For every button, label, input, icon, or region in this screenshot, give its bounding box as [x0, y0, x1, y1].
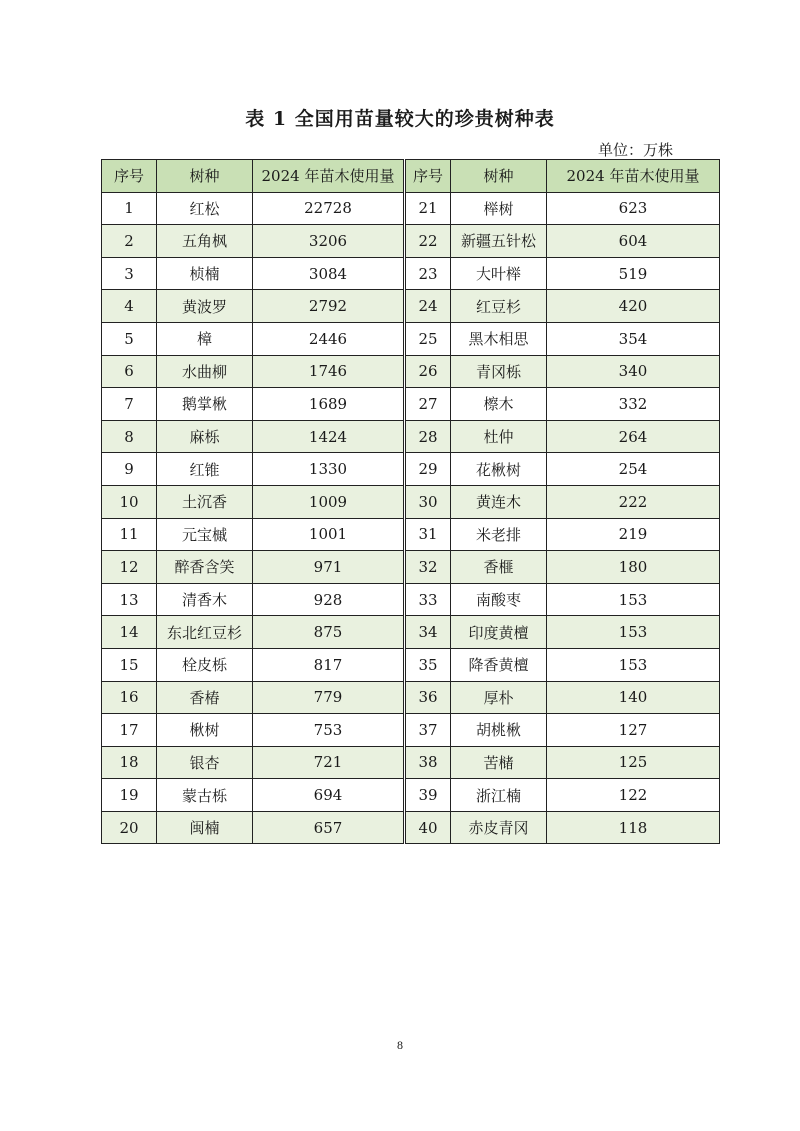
- table-header-row: [102, 160, 720, 193]
- cell-no: 24: [405, 290, 451, 323]
- cell-amount: 753: [253, 714, 405, 747]
- cell-amount: 623: [547, 192, 720, 225]
- cell-no: 14: [102, 616, 157, 649]
- cell-amount: 180: [547, 551, 720, 584]
- cell-no: 37: [405, 714, 451, 747]
- table-row: [102, 616, 720, 649]
- cell-no: 3: [102, 257, 157, 290]
- cell-species: 杜仲: [451, 420, 547, 453]
- cell-no: 10: [102, 485, 157, 518]
- cell-species: 麻栎: [157, 420, 253, 453]
- cell-species: 香榧: [451, 551, 547, 584]
- cell-no: 12: [102, 551, 157, 584]
- cell-amount: 354: [547, 322, 720, 355]
- cell-no: 17: [102, 714, 157, 747]
- cell-amount: 971: [253, 551, 405, 584]
- cell-amount: 153: [547, 616, 720, 649]
- table-row: [102, 518, 720, 551]
- cell-species: 黑木相思: [451, 322, 547, 355]
- cell-species: 花楸树: [451, 453, 547, 486]
- header-species-right: 树种: [451, 160, 547, 193]
- cell-species: 东北红豆杉: [157, 616, 253, 649]
- cell-species: 楸树: [157, 714, 253, 747]
- cell-amount: 153: [547, 583, 720, 616]
- cell-no: 34: [405, 616, 451, 649]
- cell-species: 赤皮青冈: [451, 811, 547, 844]
- cell-amount: 1009: [253, 485, 405, 518]
- table-row: [102, 420, 720, 453]
- cell-species: 大叶榉: [451, 257, 547, 290]
- cell-no: 36: [405, 681, 451, 714]
- cell-species: 清香木: [157, 583, 253, 616]
- table-row: [102, 583, 720, 616]
- cell-species: 厚朴: [451, 681, 547, 714]
- cell-no: 35: [405, 648, 451, 681]
- cell-species: 香椿: [157, 681, 253, 714]
- cell-no: 16: [102, 681, 157, 714]
- cell-species: 青冈栎: [451, 355, 547, 388]
- cell-species: 银杏: [157, 746, 253, 779]
- cell-no: 1: [102, 192, 157, 225]
- cell-species: 黄波罗: [157, 290, 253, 323]
- cell-species: 印度黄檀: [451, 616, 547, 649]
- cell-no: 31: [405, 518, 451, 551]
- cell-no: 18: [102, 746, 157, 779]
- cell-species: 土沉香: [157, 485, 253, 518]
- cell-amount: 2446: [253, 322, 405, 355]
- cell-no: 33: [405, 583, 451, 616]
- cell-species: 栓皮栎: [157, 648, 253, 681]
- cell-amount: 140: [547, 681, 720, 714]
- cell-species: 红豆杉: [451, 290, 547, 323]
- table-row: [102, 257, 720, 290]
- cell-no: 15: [102, 648, 157, 681]
- header-species-left: 树种: [157, 160, 253, 193]
- cell-amount: 1746: [253, 355, 405, 388]
- table-row: [102, 453, 720, 486]
- cell-no: 28: [405, 420, 451, 453]
- table-row: [102, 648, 720, 681]
- cell-no: 25: [405, 322, 451, 355]
- cell-amount: 694: [253, 779, 405, 812]
- cell-amount: 519: [547, 257, 720, 290]
- cell-species: 水曲柳: [157, 355, 253, 388]
- cell-amount: 254: [547, 453, 720, 486]
- cell-no: 13: [102, 583, 157, 616]
- cell-amount: 264: [547, 420, 720, 453]
- cell-amount: 1689: [253, 388, 405, 421]
- cell-no: 19: [102, 779, 157, 812]
- cell-amount: 657: [253, 811, 405, 844]
- cell-amount: 817: [253, 648, 405, 681]
- cell-no: 2: [102, 225, 157, 258]
- table-row: [102, 714, 720, 747]
- cell-no: 38: [405, 746, 451, 779]
- cell-no: 8: [102, 420, 157, 453]
- cell-species: 元宝槭: [157, 518, 253, 551]
- cell-no: 27: [405, 388, 451, 421]
- cell-amount: 340: [547, 355, 720, 388]
- header-amount-left: 2024 年苗木使用量: [253, 160, 405, 193]
- header-no-right: 序号: [405, 160, 451, 193]
- cell-no: 40: [405, 811, 451, 844]
- cell-no: 4: [102, 290, 157, 323]
- cell-species: 降香黄檀: [451, 648, 547, 681]
- table-row: [102, 225, 720, 258]
- cell-amount: 127: [547, 714, 720, 747]
- cell-no: 23: [405, 257, 451, 290]
- cell-amount: 1001: [253, 518, 405, 551]
- table-row: [102, 192, 720, 225]
- cell-species: 闽楠: [157, 811, 253, 844]
- cell-amount: 2792: [253, 290, 405, 323]
- table-row: [102, 388, 720, 421]
- cell-species: 苦槠: [451, 746, 547, 779]
- cell-species: 红锥: [157, 453, 253, 486]
- table-row: [102, 485, 720, 518]
- cell-species: 红松: [157, 192, 253, 225]
- header-no-left: 序号: [102, 160, 157, 193]
- table-row: [102, 811, 720, 844]
- cell-species: 黄连木: [451, 485, 547, 518]
- cell-amount: 420: [547, 290, 720, 323]
- cell-amount: 1330: [253, 453, 405, 486]
- unit-label: 单位：万株: [598, 141, 674, 159]
- cell-amount: 222: [547, 485, 720, 518]
- cell-species: 胡桃楸: [451, 714, 547, 747]
- cell-no: 21: [405, 192, 451, 225]
- cell-amount: 118: [547, 811, 720, 844]
- cell-amount: 928: [253, 583, 405, 616]
- cell-amount: 779: [253, 681, 405, 714]
- cell-no: 20: [102, 811, 157, 844]
- cell-species: 檫木: [451, 388, 547, 421]
- table-row: [102, 551, 720, 584]
- cell-species: 米老排: [451, 518, 547, 551]
- table-row: [102, 779, 720, 812]
- cell-amount: 332: [547, 388, 720, 421]
- cell-amount: 153: [547, 648, 720, 681]
- cell-amount: 721: [253, 746, 405, 779]
- species-table-container: [101, 159, 719, 844]
- cell-amount: 1424: [253, 420, 405, 453]
- cell-no: 26: [405, 355, 451, 388]
- cell-species: 鹅掌楸: [157, 388, 253, 421]
- cell-amount: 22728: [253, 192, 405, 225]
- page-number: 8: [397, 1038, 403, 1052]
- cell-no: 11: [102, 518, 157, 551]
- table-body: [102, 192, 720, 844]
- cell-species: 蒙古栎: [157, 779, 253, 812]
- cell-species: 樟: [157, 322, 253, 355]
- cell-no: 29: [405, 453, 451, 486]
- table-row: [102, 355, 720, 388]
- cell-amount: 3084: [253, 257, 405, 290]
- cell-species: 浙江楠: [451, 779, 547, 812]
- cell-no: 9: [102, 453, 157, 486]
- cell-amount: 125: [547, 746, 720, 779]
- species-table: [101, 159, 720, 844]
- cell-amount: 219: [547, 518, 720, 551]
- cell-no: 32: [405, 551, 451, 584]
- cell-amount: 122: [547, 779, 720, 812]
- table-row: [102, 681, 720, 714]
- header-amount-right: 2024 年苗木使用量: [547, 160, 720, 193]
- cell-species: 五角枫: [157, 225, 253, 258]
- cell-amount: 875: [253, 616, 405, 649]
- cell-species: 醉香含笑: [157, 551, 253, 584]
- cell-amount: 604: [547, 225, 720, 258]
- table-row: [102, 746, 720, 779]
- cell-no: 6: [102, 355, 157, 388]
- cell-no: 30: [405, 485, 451, 518]
- cell-species: 桢楠: [157, 257, 253, 290]
- cell-no: 22: [405, 225, 451, 258]
- cell-no: 5: [102, 322, 157, 355]
- table-title: 表 1 全国用苗量较大的珍贵树种表: [245, 108, 555, 130]
- table-row: [102, 322, 720, 355]
- cell-amount: 3206: [253, 225, 405, 258]
- cell-no: 7: [102, 388, 157, 421]
- cell-no: 39: [405, 779, 451, 812]
- cell-species: 新疆五针松: [451, 225, 547, 258]
- table-row: [102, 290, 720, 323]
- cell-species: 南酸枣: [451, 583, 547, 616]
- cell-species: 榉树: [451, 192, 547, 225]
